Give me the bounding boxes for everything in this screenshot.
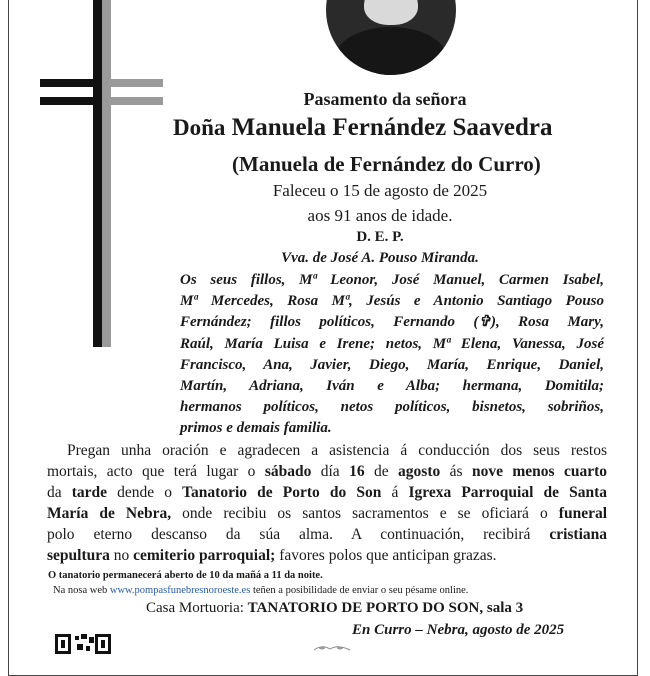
tanatorio-hours: O tanatorio permanecerá aberto de 10 da mañá a 11 da noite.	[48, 570, 323, 581]
age-at-death: aos 91 anos de idade.	[307, 206, 453, 225]
prayer-line: polo eterno descanso da súa alma. A continuación, recibirá cristiana	[47, 526, 607, 543]
family-list	[180, 270, 604, 440]
leaf-ornament-icon	[312, 644, 352, 652]
prayer-line: Pregan unha oración e agradecen a asistencia á conducción dos seus restos	[67, 442, 607, 459]
prayer-line: María de Nebra, onde recibiu os santos sacramentos e se oficiará o funeral	[47, 505, 608, 522]
prayer-paragraph	[47, 440, 607, 566]
prayer-line: sepultura no cemiterio parroquial; favores polos que anticipan grazas.	[47, 547, 497, 564]
full-name: Manuela Fernández Saavedra	[231, 114, 553, 141]
family-line: Fernández; fillos políticos, Fernando (✞), Rosa Mary,	[180, 314, 604, 331]
place-date: En Curro – Nebra, agosto de 2025	[352, 622, 565, 638]
deceased-name	[173, 114, 552, 142]
widow-of: Vva. de José A. Pouso Miranda.	[281, 250, 479, 266]
rip-text: D. E. P.	[356, 229, 404, 245]
family-line: Francisco, Ana, Javier, Diego, María, Enrique, Daniel,	[180, 356, 604, 373]
family-line: hermanos políticos, netos políticos, bisnetos, sobriños,	[180, 399, 604, 416]
family-line: Raúl, María Luisa e Irene; netos, Mª Elena, Vanessa, José	[180, 335, 604, 352]
notice-heading: Pasamento da señora	[303, 89, 467, 109]
honorific: Doña	[173, 115, 226, 140]
funeral-home	[146, 600, 523, 617]
prayer-line: mortais, acto que terá lugar o sábado día 16 de agosto ás nove menos cuarto	[47, 463, 607, 480]
death-date: Faleceu o 15 de agosto de 2025	[272, 181, 488, 200]
family-line: Os seus fillos, Mª Leonor, José Manuel, Carmen Isabel,	[180, 272, 604, 288]
family-line: primos e demais familia.	[180, 420, 332, 437]
web-condolence-line: Na nosa web www.pompasfunebresnoroeste.es teñen a posibilidade de enviar o seu pésame online.	[53, 585, 469, 596]
qr-code-icon[interactable]	[55, 634, 125, 654]
prayer-line: da tarde dende o Tanatorio de Porto do Son á Igrexa Parroquial de Santa	[47, 484, 607, 501]
portrait-photo	[326, 0, 456, 75]
funeral-home-label: Casa Mortuoria:	[146, 600, 248, 616]
family-line: Mª Mercedes, Rosa Mª, Jesús e Antonio Santiago Pouso	[180, 293, 604, 310]
deceased-alias: (Manuela de Fernández do Curro)	[232, 152, 541, 176]
funeral-home-value: TANATORIO DE PORTO DO SON, sala 3	[247, 600, 524, 616]
website-link[interactable]: www.pompasfunebresnoroeste.es	[109, 585, 251, 596]
family-line: Martín, Adriana, Iván e Alba; hermana, Domitila;	[180, 378, 604, 395]
